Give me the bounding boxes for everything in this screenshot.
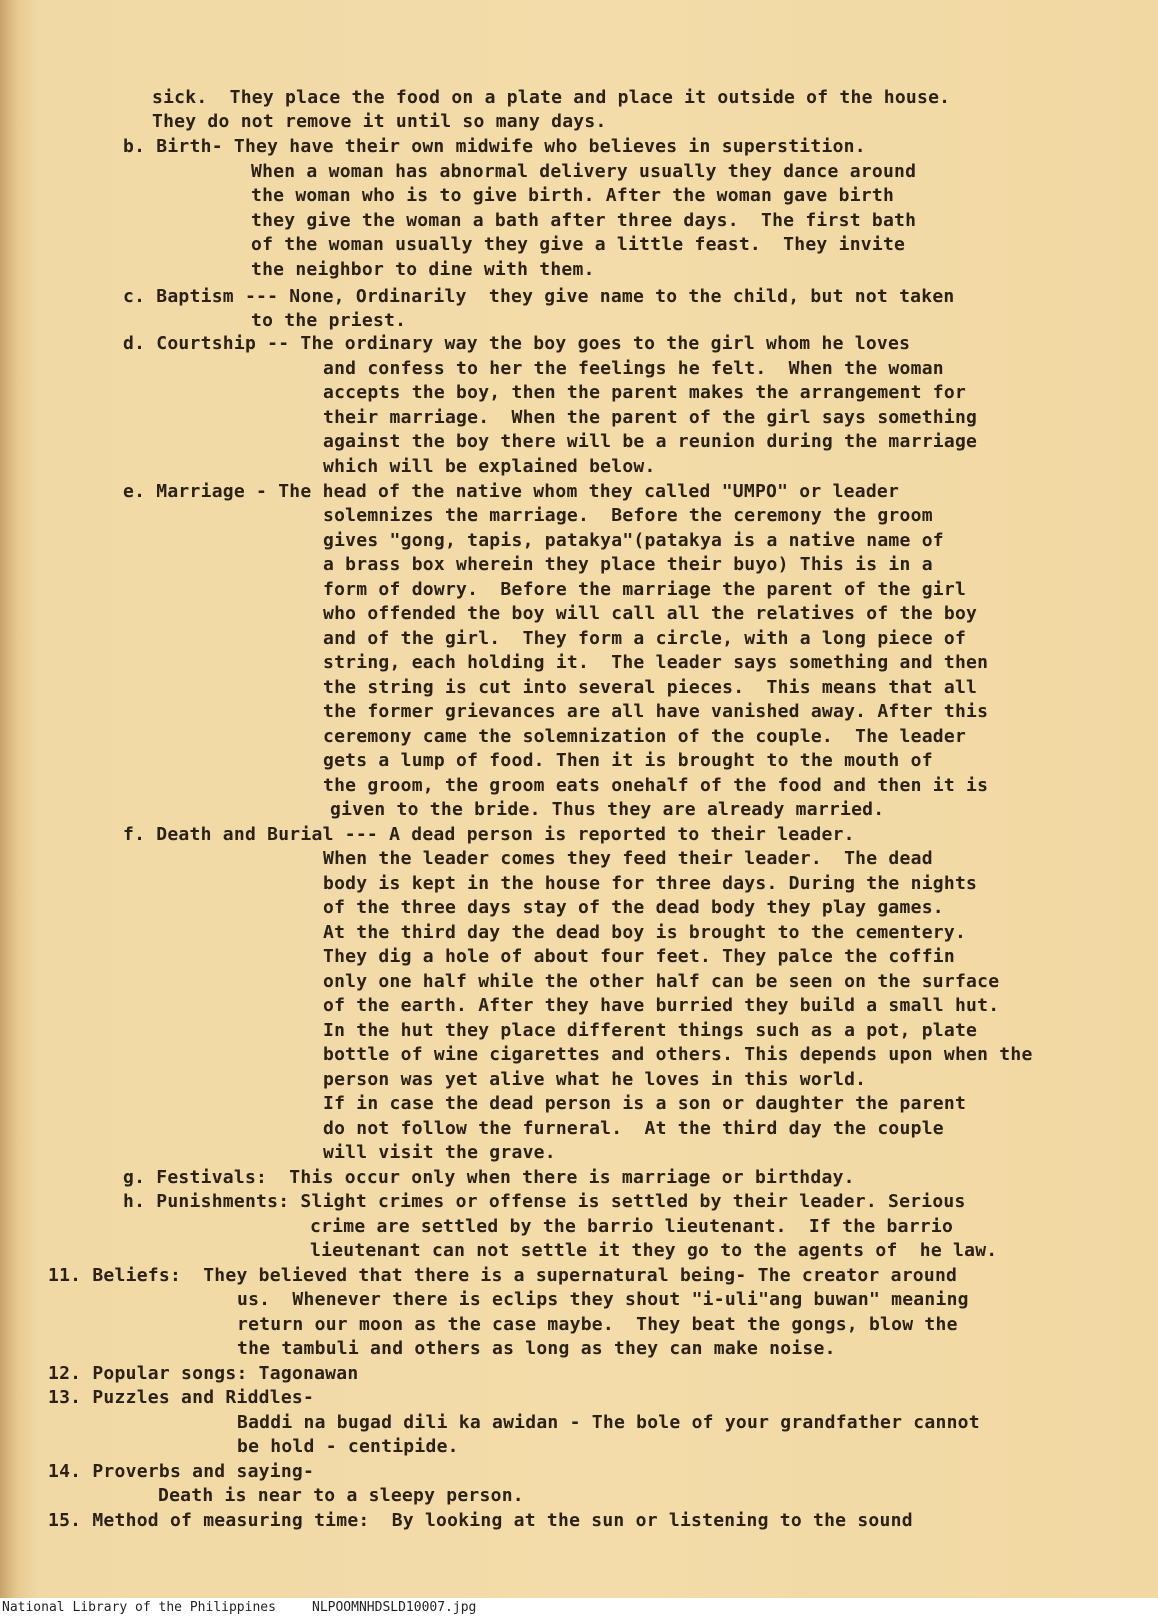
- text-line: ceremony came the solemnization of the couple. The leader: [323, 726, 967, 747]
- text-line: f. Death and Burial --- A dead person is reported to their leader.: [123, 824, 855, 845]
- text-line: the former grievances are all have vanished away. After this: [323, 701, 989, 722]
- footer-library: National Library of the Philippines: [2, 1600, 276, 1615]
- text-line: g. Festivals: This occur only when there is marriage or birthday.: [123, 1167, 855, 1188]
- text-line: Baddi na bugad dili ka awidan - The bole of your grandfather cannot: [237, 1412, 980, 1433]
- text-line: to the priest.: [251, 310, 407, 331]
- text-line: d. Courtship -- The ordinary way the boy goes to the girl whom he loves: [123, 333, 911, 354]
- text-line: crime are settled by the barrio lieutenant. If the barrio: [310, 1216, 954, 1237]
- text-line: the neighbor to dine with them.: [251, 259, 595, 280]
- text-line: gives "gong, tapis, patakya"(patakya is a native name of: [323, 530, 944, 551]
- text-line: the tambuli and others as long as they can make noise.: [237, 1338, 836, 1359]
- text-line: 15. Method of measuring time: By looking at the sun or listening to the sound: [48, 1510, 913, 1531]
- archive-footer: [0, 1598, 1158, 1618]
- text-line: form of dowry. Before the marriage the parent of the girl: [323, 579, 967, 600]
- text-line: 12. Popular songs: Tagonawan: [48, 1363, 359, 1384]
- text-line: body is kept in the house for three days. During the nights: [323, 873, 978, 894]
- text-line: person was yet alive what he loves in this world.: [323, 1069, 867, 1090]
- text-line: e. Marriage - The head of the native whom they called "UMPO" or leader: [123, 481, 900, 502]
- text-line: the string is cut into several pieces. This means that all: [323, 677, 978, 698]
- text-line: h. Punishments: Slight crimes or offense is settled by their leader. Serious: [123, 1191, 966, 1212]
- text-line: a brass box wherein they place their buyo) This is in a: [323, 554, 933, 575]
- text-line: of the three days stay of the dead body they play games.: [323, 897, 944, 918]
- text-line: and of the girl. They form a circle, with a long piece of: [323, 628, 967, 649]
- text-line: which will be explained below.: [323, 456, 656, 477]
- text-line: they give the woman a bath after three days. The first bath: [251, 210, 917, 231]
- text-line: They dig a hole of about four feet. They palce the coffin: [323, 946, 955, 967]
- text-line: be hold - centipide.: [237, 1436, 459, 1457]
- text-line: return our moon as the case maybe. They beat the gongs, blow the: [237, 1314, 958, 1335]
- text-line: accepts the boy, then the parent makes the arrangement for: [323, 382, 967, 403]
- text-line: given to the bride. Thus they are already married.: [330, 799, 885, 820]
- text-line: do not follow the furneral. At the third day the couple: [323, 1118, 944, 1139]
- text-line: of the woman usually they give a little feast. They invite: [251, 234, 906, 255]
- text-line: will visit the grave.: [323, 1142, 556, 1163]
- text-line: In the hut they place different things such as a pot, plate: [323, 1020, 978, 1041]
- text-line: and confess to her the feelings he felt. When the woman: [323, 358, 944, 379]
- text-line: gets a lump of food. Then it is brought to the mouth of: [323, 750, 933, 771]
- text-line: 11. Beliefs: They believed that there is a supernatural being- The creator around: [48, 1265, 958, 1286]
- text-line: the groom, the groom eats onehalf of the food and then it is: [323, 775, 989, 796]
- text-line: string, each holding it. The leader says something and then: [323, 652, 989, 673]
- text-line: only one half while the other half can be seen on the surface: [323, 971, 1000, 992]
- text-line: against the boy there will be a reunion during the marriage: [323, 431, 978, 452]
- text-line: c. Baptism --- None, Ordinarily they give name to the child, but not taken: [123, 286, 955, 307]
- text-line: solemnizes the marriage. Before the ceremony the groom: [323, 505, 933, 526]
- text-line: of the earth. After they have burried they build a small hut.: [323, 995, 1000, 1016]
- text-line: If in case the dead person is a son or daughter the parent: [323, 1093, 967, 1114]
- text-line: b. Birth- They have their own midwife who believes in superstition.: [123, 136, 866, 157]
- text-line: the woman who is to give birth. After the woman gave birth: [251, 185, 895, 206]
- text-line: When the leader comes they feed their leader. The dead: [323, 848, 933, 869]
- text-line: their marriage. When the parent of the girl says something: [323, 407, 978, 428]
- text-line: who offended the boy will call all the relatives of the boy: [323, 603, 978, 624]
- text-line: When a woman has abnormal delivery usually they dance around: [251, 161, 917, 182]
- text-line: 13. Puzzles and Riddles-: [48, 1387, 315, 1408]
- text-line: sick. They place the food on a plate and place it outside of the house.: [152, 87, 951, 108]
- text-line: lieutenant can not settle it they go to the agents of he law.: [310, 1240, 998, 1261]
- text-line: They do not remove it until so many days.: [152, 111, 607, 132]
- text-line: At the third day the dead boy is brought to the cementery.: [323, 922, 967, 943]
- text-line: Death is near to a sleepy person.: [158, 1485, 524, 1506]
- text-line: bottle of wine cigarettes and others. This depends upon when the: [323, 1044, 1033, 1065]
- text-line: 14. Proverbs and saying-: [48, 1461, 315, 1482]
- footer-filename: NLPOOMNHDSLD10007.jpg: [312, 1600, 477, 1615]
- text-line: us. Whenever there is eclips they shout "i-uli"ang buwan" meaning: [237, 1289, 969, 1310]
